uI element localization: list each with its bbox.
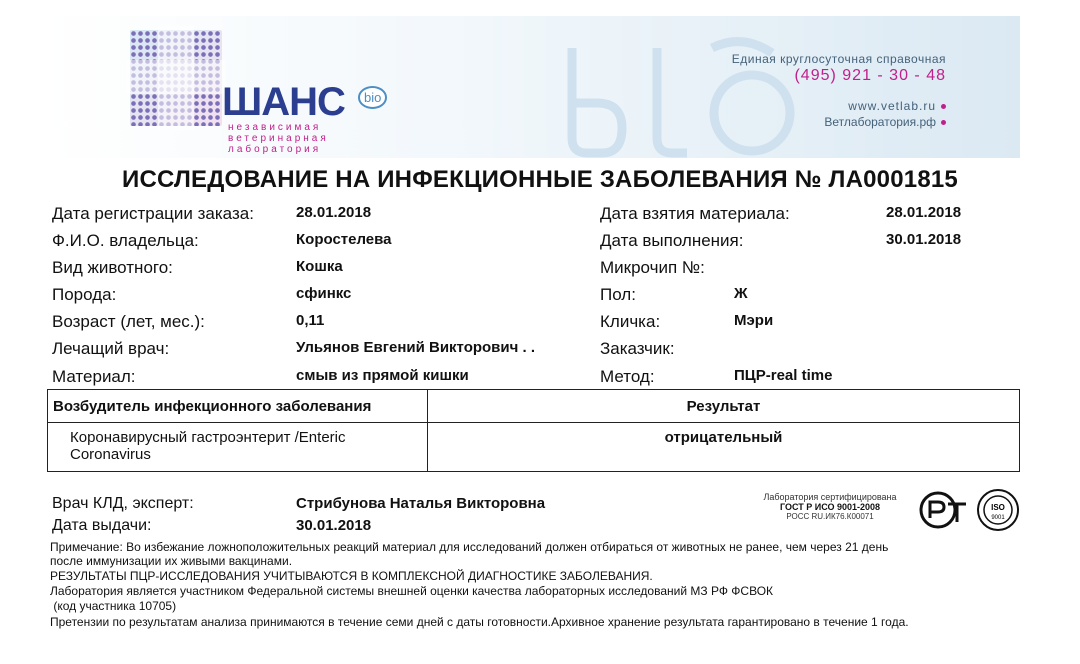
header-result: Результат [428, 390, 1020, 423]
field-value-breed: сфинкс [296, 285, 352, 302]
field-label-pet-name: Кличка: [600, 312, 661, 331]
field-label-age: Возраст (лет, мес.): [52, 312, 205, 331]
field-value-method: ПЦР-real time [734, 367, 833, 384]
field-label-sex: Пол: [600, 285, 636, 304]
hotline-label: Единая круглосуточная справочная [731, 52, 946, 66]
field-label-species: Вид животного: [52, 258, 173, 277]
field-value-doctor: Ульянов Евгений Викторович . . [296, 339, 536, 356]
bullet-icon [941, 104, 946, 109]
field-label-method: Метод: [600, 367, 655, 386]
field-value-species: Кошка [296, 258, 343, 275]
logo-wordmark: ШАНС [222, 80, 345, 124]
cert-line-3: РОСС RU.ИК76.К00071 [786, 512, 874, 521]
field-value-registration-date: 28.01.2018 [296, 204, 372, 221]
doctor-expert-value: Стрибунова Наталья Викторовна [296, 495, 546, 512]
results-table [47, 389, 1020, 472]
issue-date-value: 30.01.2018 [296, 517, 372, 534]
logo-bio-badge: bio [358, 86, 387, 109]
document-title: ИССЛЕДОВАНИЕ НА ИНФЕКЦИОННЫЕ ЗАБОЛЕВАНИЯ № ЛА0001815 [122, 166, 958, 193]
svg-text:ISO: ISO [991, 503, 1005, 512]
iso-certification-icon [976, 488, 1020, 532]
field-value-owner: Коростелева [296, 231, 392, 248]
logo-subtitle: независимая ветеринарная лаборатория [228, 122, 329, 155]
hotline-phone: (495) 921 - 30 - 48 [794, 67, 946, 84]
rst-certification-icon [918, 490, 968, 530]
field-label-owner: Ф.И.О. владельца: [52, 231, 199, 250]
note-line-6: Претензии по результатам анализа принимаются в течение семи дней с даты готовности.Архивное хранение результата гарантировано в течение 1 года. [50, 615, 909, 629]
field-value-pet-name: Мэри [734, 312, 774, 329]
note-line-4: Лаборатория является участником Федеральной системы внешней оценки качества лабораторных исследований МЗ РФ ФСВОК [50, 584, 774, 598]
note-line-1: Примечание: Во избежание ложноположительных реакций материал для исследований должен отбираться от животных не ранее, чем через 21 день [50, 540, 889, 554]
field-label-doctor: Лечащий врач: [52, 339, 170, 358]
table-header-row [48, 390, 1020, 423]
cert-line-2: ГОСТ Р ИСО 9001-2008 [779, 502, 881, 512]
doctor-expert-label: Врач КЛД, эксперт: [52, 495, 194, 512]
field-label-microchip: Микрочип №: [600, 258, 705, 277]
header-pathogen: Возбудитель инфекционного заболевания [48, 390, 428, 423]
field-value-sampling-date: 28.01.2018 [886, 204, 962, 221]
field-label-completion-date: Дата выполнения: [600, 231, 744, 250]
field-value-material: смыв из прямой кишки [296, 367, 469, 384]
cert-line-1: Лаборатория сертифицирована [763, 492, 897, 502]
field-label-registration-date: Дата регистрации заказа: [52, 204, 254, 223]
website-link-2[interactable]: Ветлаборатория.рф [732, 115, 946, 129]
field-label-breed: Порода: [52, 285, 117, 304]
cell-pathogen: Коронавирусный гастроэнтерит /Enteric Coronavirus [48, 423, 428, 472]
note-line-3: РЕЗУЛЬТАТЫ ПЦР-ИССЛЕДОВАНИЯ УЧИТЫВАЮТСЯ В КОМПЛЕКСНОЙ ДИАГНОСТИКЕ ЗАБОЛЕВАНИЯ. [50, 569, 653, 583]
issue-date-label: Дата выдачи: [52, 517, 152, 534]
field-label-material: Материал: [52, 367, 136, 386]
field-value-completion-date: 30.01.2018 [886, 231, 962, 248]
website-link-1[interactable]: www.vetlab.ru [732, 99, 946, 113]
contact-block [732, 52, 946, 129]
bullet-icon [941, 120, 946, 125]
logo-cross-horizontal [126, 60, 226, 94]
header-banner [46, 16, 1020, 158]
table-row [48, 423, 1020, 472]
certification-block [748, 492, 912, 521]
cell-result: отрицательный [428, 423, 1020, 472]
field-label-customer: Заказчик: [600, 339, 675, 358]
field-value-sex: Ж [734, 285, 748, 302]
note-line-5: (код участника 10705) [50, 599, 177, 613]
svg-text:9001: 9001 [991, 515, 1005, 521]
field-value-age: 0,11 [296, 312, 325, 329]
field-label-sampling-date: Дата взятия материала: [600, 204, 790, 223]
note-line-2: после иммунизации их живыми вакцинами. [50, 554, 293, 568]
